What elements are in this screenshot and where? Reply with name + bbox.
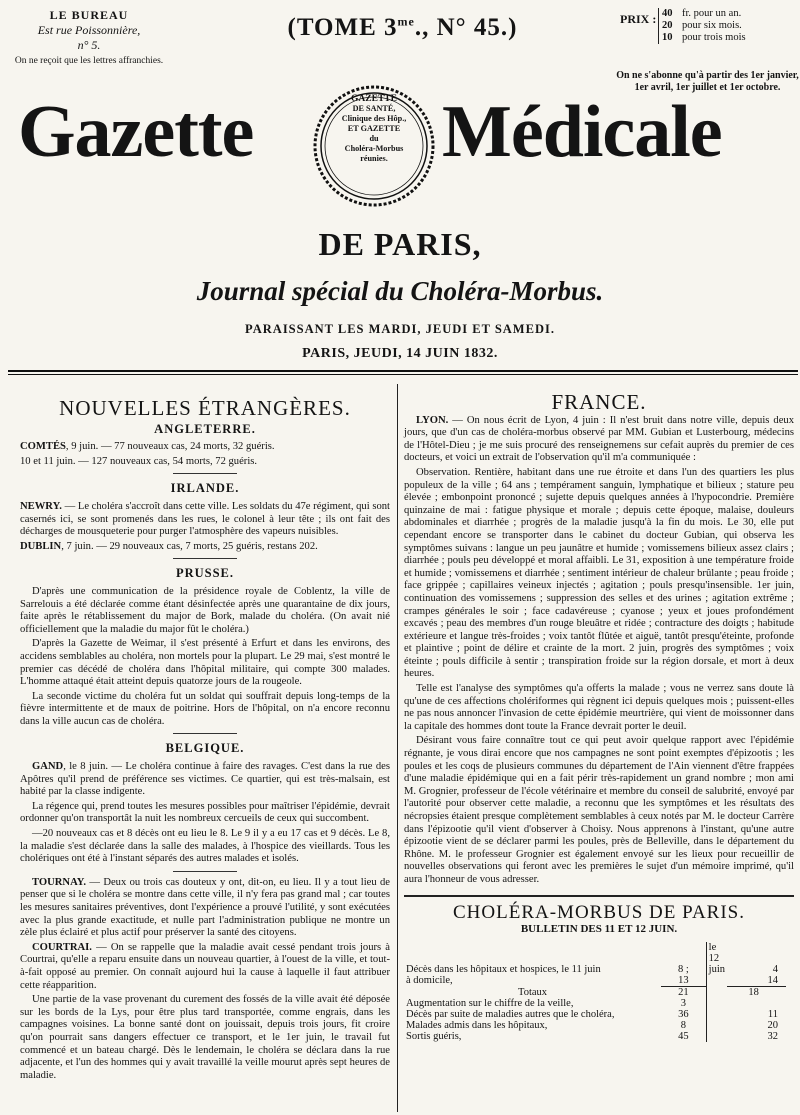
- title-medicale: Médicale: [442, 91, 722, 173]
- bulletin-cell: 45: [678, 1030, 689, 1042]
- divider: [173, 473, 237, 474]
- divider: [173, 733, 237, 734]
- right-column: [404, 390, 794, 1042]
- bulletin-cell: [706, 1009, 727, 1020]
- cholera-paris-title: CHOLÉRA-MORBUS DE PARIS.: [453, 901, 745, 923]
- price-row: 10 pour trois mois: [662, 32, 746, 43]
- bulletin-title: BULLETIN DES 11 ET 12 JUIN.: [520, 923, 678, 936]
- bulletin-row: [404, 998, 786, 1009]
- divider: [404, 895, 794, 897]
- masthead-rule: [8, 374, 798, 375]
- paragraph: Désirant vous faire connaître tout ce qui peut avoir quelque rapport avec l'épidémie régnante, je vous dirai encore que nos campagnes ne sont point exemptes d'épizootis ; les poules et les coqs de plusieurs communes du département de l'Ain viennent d'être frappées d'une maladie épidémique qui en a fait périr très-rapidement un grand nombre ; mon ami M. Grognier, professeur de l'école vétérinaire et membre du conseil de salubrité, envoyé par l'autorité pour observer cette maladie, a reconnu que les symptômes et les résultats des nécropsies étaient presque complètement semblables à ceux notés par M. le docteur Carrère dans l'épizootie qu'il vient d'observer à Choisy. Nous apprenons à l'instant, qu'une autre épizootie vient de se déclarer parmi les poules, près de Belleville, dans le département du Rhône. M. le professeur Grognier est également envoyé sur les lieux pour recueillir de nouvelles observations qui feront avec les premières le sujet d'un mémoire imprimé, qu'il aura l'honneur de vous adresser.: [404, 735, 794, 885]
- subtitle-de-paris: DE PARIS,: [318, 226, 482, 262]
- bulletin-cell: à domicile,: [406, 975, 453, 987]
- bulletin-cell: [706, 986, 727, 998]
- paragraph: NEWRY. — Le choléra s'accroît dans cette ville. Les soldats du 47e régiment, qui sont casernés ici, se sont promenés dans les rues, le colonel à leur tête ; ils ont fait des décharges de mousqueterie pour purger l'atmosphère des vapeurs nuisibles.: [20, 500, 390, 538]
- price-row: 20 pour six mois.: [662, 20, 742, 31]
- paragraph: 10 et 11 juin. — 127 nouveaux cas, 54 morts, 72 guéris.: [20, 455, 258, 467]
- bulletin-cell: 14: [727, 975, 786, 987]
- subscription-note: On ne s'abonne qu'à partir des 1er janvier, 1er avril, 1er juillet et 1er octobre.: [616, 70, 799, 93]
- seal-text: GAZETTE DE SANTÉ, Clinique des Hôp., ET GAZETTE du Choléra-Morbus réunies.: [341, 94, 407, 163]
- paragraph: D'après une communication de la présidence royale de Coblentz, la ville de Sarrelouis a été déclarée comme étant désinfectée après une quarantaine de dix jours, faite après le rétablissement du major de Bork, malade du choléra. (On avait nié officiellement que la maladie du major fût le choléra.): [20, 585, 390, 635]
- paragraph: La seconde victime du choléra fut un soldat qui souffrait depuis long-temps de la fièvre intermittente et de maux de poitrine. Hors de l'hôpital, on n'a encore reconnu dans la ville aucun cas de choléra.: [20, 690, 390, 727]
- heading-irlande: IRLANDE.: [170, 481, 240, 496]
- heading-prusse: PRUSSE.: [175, 566, 235, 581]
- bureau-address: [14, 8, 164, 67]
- tome-number: (TOME $3^{me}$., N° 45.): [287, 14, 518, 41]
- bulletin-row: [404, 1031, 786, 1042]
- paragraph: Observation. Rentière, habitant dans une rue étroite et dans l'un des quartiers les plus populeux de la ville ; 64 ans ; tempérament sanguin, lymphatique et bilieux ; stature peu élevée ; embonpoint prononcé ; sujette depuis quelques années à l'hypocondrie. Première quinzaine de mai : fatigue physique et morale ; depuis cette époque, malaise, douleurs abdominales et diarrhée ; progrès de la maladie jusqu'à la fin du mois. Le 30, elle put cependant encore se transporter dans le cabinet du docteur Gubian, qui observa les symptômes suivans : langue un peu jaunâtre et humide ; vomissemens bilieux assez clairs ; diarrhée ; pouls peu développé et moral affaibli. Le 31, exposition à une température froide et humide ; vomissemens et diarrhée ; sentiment intérieur de chaleur brûlante ; peau froide ; face grippée ; capillaires veineux injectés ; agitation ; pouls presqu'insensible. 1er juin, continuation des vomissemens ; suppression des selles et des urines ; agitation extrême ; crampes générales le soir ; face cadavéreuse ; cyanose ; yeux et joues profondément excavés ; peau des membres d'un rouge bleuâtre et ridée ; contracture des doigts ; habitude extérieure et langue très-froides ; voix tantôt flûtée et aiguë, tantôt presqu'éteinte, profonde et plaintive ; point de délire et crainte de la mort. 2 juin, progrès des symptômes ; voix éteinte ; pouls difficile à sentir ; transpiration froide sur la région dorsale, et mort à deux heures.: [404, 466, 794, 680]
- bulletin-cell: Malades admis dans les hôpitaux,: [406, 1019, 548, 1031]
- heading-belgique: BELGIQUE.: [165, 741, 245, 756]
- bulletin-cell: 13: [661, 975, 706, 987]
- bulletin-cell: 36: [678, 1008, 689, 1020]
- bulletin-cell: 8: [680, 1019, 687, 1031]
- section-title-france: FRANCE.: [551, 390, 647, 414]
- bulletin-cell: 20: [767, 1019, 778, 1031]
- bulletin-row: [404, 1009, 786, 1020]
- bulletin-row: [404, 942, 786, 975]
- bulletin-cell: 11: [767, 1008, 778, 1020]
- bureau-title: LE BUREAU: [49, 8, 129, 22]
- bulletin-row: [404, 986, 786, 998]
- bulletin-cell: [706, 1020, 727, 1031]
- paragraph: Une partie de la vase provenant du curement des fossés de la ville avait été déposée sur les bords de la Lys, pour être plus tard transportée, comme engrais, dans les campagnes voisines. La bonne santé dont on jouissait, depuis trois jours, fit croire qu'on pourrait sans dangers effectuer ce transport, et le 1er juin, le travail fut commencé et un bateau chargé. Dès le lendemain, le choléra se déclara dans la rue adjacente, et l'un des hommes qui y avait travaillé la veille mourut après sept heures de maladie.: [20, 994, 390, 1081]
- bulletin-cell: Décès dans les hôpitaux et hospices, le 11 juin: [406, 963, 601, 975]
- dateline: PARIS, JEUDI, 14 JUIN 1832.: [302, 346, 498, 361]
- paragraph: D'après la Gazette de Weimar, il s'est présenté à Erfurt et dans les environs, des accidens semblables au choléra, non mortels pour la plupart. Le 29 mai, s'est montré le premier cas décédé de choléra dans l'hôpital militaire, qui compte 300 malades. L'homme attaqué était atteint depuis quatorze jours de la rougeole.: [20, 638, 390, 688]
- bulletin-row: [404, 1020, 786, 1031]
- bulletin-cell: Décès par suite de maladies autres que le choléra,: [406, 1008, 615, 1020]
- paragraph: —20 nouveaux cas et 8 décès ont eu lieu le 8. Le 9 il y a eu 17 cas et 9 décès. Le 8, la maladie s'est déclarée dans la salle des malades, à l'hospice des vieillards. Tous les cholériques ont été à l'instant séparés des autres malades et isolés.: [20, 828, 390, 865]
- bulletin-cell: 18: [748, 986, 759, 998]
- bulletin-cell: 32: [767, 1030, 778, 1042]
- divider: [173, 871, 237, 872]
- paragraph: DUBLIN, 7 juin. — 29 nouveaux cas, 7 morts, 25 guéris, restans 202.: [20, 540, 318, 552]
- bulletin-table: [404, 942, 786, 1042]
- column-divider: [397, 384, 398, 1112]
- paragraph: COMTÉS, 9 juin. — 77 nouveaux cas, 24 morts, 32 guéris.: [20, 441, 275, 453]
- journal-subtitle: Journal spécial du Choléra-Morbus.: [196, 276, 604, 306]
- paragraph: COURTRAI. — On se rappelle que la maladie avait cessé pendant trois jours à Courtrai, qu'elle a reparu ensuite dans un nouveau quartier, à l'ouest de la ville, et tout-à-fait opposé au premier. On connaît aujourd hui la cause à laquelle il faut attribuer cette réapparition.: [20, 941, 390, 991]
- bulletin-cell: Sortis guéris,: [406, 1030, 462, 1042]
- bulletin-cell: [706, 998, 727, 1009]
- bulletin-cell: [706, 1031, 727, 1042]
- price-rows: [658, 8, 746, 44]
- bulletin-cell: Totaux: [518, 986, 548, 998]
- bureau-note: On ne reçoit que les lettres affranchies.: [14, 56, 164, 66]
- bulletin-cell: 8 ;: [678, 963, 689, 975]
- heading-angleterre: ANGLETERRE.: [154, 421, 256, 436]
- bulletin-cell: [727, 998, 786, 1009]
- paragraph: Telle est l'analyse des symptômes qu'a offerts la malade ; vous ne verrez sans doute là qu'une de ces affections cholériformes qui règnent ici depuis quelques mois ; puissent-elles ne pas nous annoncer l'invasion de cette épidémie meurtrière, qui vient de moissonner dans la capitale des hommes dont toute la France devrait porter le deuil.: [404, 683, 794, 732]
- title-gazette: Gazette: [18, 91, 254, 173]
- bulletin-cell: 21: [678, 986, 689, 998]
- bulletin-cell: 3: [680, 997, 687, 1009]
- bulletin-cell: Augmentation sur le chiffre de la veille,: [406, 997, 574, 1009]
- bulletin-cell: le 12 juin: [706, 942, 727, 975]
- paragraph: La régence qui, prend toutes les mesures possibles pour maîtriser l'épidémie, devrait ordonner qu'on transportât la nuit les nombreux cercueils de ceux qui succombent.: [20, 800, 390, 825]
- left-column: [20, 396, 390, 1084]
- paragraph: TOURNAY. — Deux ou trois cas douteux y ont, dit-on, eu lieu. Il y a tout lieu de penser que si le choléra se montre dans cette ville, il n'y fera pas grand mal ; car toutes les mesures sanitaires préventives, dont l'expérience a prouvé l'utilité, y sont exécutées avec la plus grande exactitude, et nulle part l'administration publique ne montre un zèle plus éclairé et plus actif pour préserver la santé des citoyens.: [20, 876, 390, 939]
- section-title-nouvelles: NOUVELLES ÉTRANGÈRES.: [59, 396, 351, 420]
- publication-days: PARAISSANT LES MARDI, JEUDI ET SAMEDI.: [245, 322, 555, 336]
- masthead-rule: [8, 370, 798, 372]
- bureau-street: Est rue Poissonnière,: [37, 23, 141, 37]
- paragraph: LYON. — On nous écrit de Lyon, 4 juin : Il n'est bruit dans notre ville, depuis deux jours, que d'un cas de choléra-morbus observé par MM. Gubian et Lusterbourg, médecins de l'Hôtel-Dieu ; je me suis procuré des renseignemens sur cefait auprès du premier de ces docteurs, et voici un extrait de l'observation qu'il m'a communiquée :: [404, 414, 794, 464]
- price-label: PRIX :: [620, 12, 657, 26]
- paragraph: GAND, le 8 juin. — Le choléra continue à faire des ravages. C'est dans la rue des Apôtres qu'il prend de préférence ses victimes. Ce quartier, qui est très-malsain, est habité par la classe indigente.: [20, 761, 390, 798]
- bulletin-cell: 4: [772, 963, 778, 975]
- bulletin-cell: [706, 975, 727, 987]
- bureau-number: n° 5.: [77, 38, 101, 52]
- divider: [173, 558, 237, 559]
- bulletin-row: [404, 975, 786, 987]
- price-row: 40 fr. pour un an.: [662, 8, 742, 19]
